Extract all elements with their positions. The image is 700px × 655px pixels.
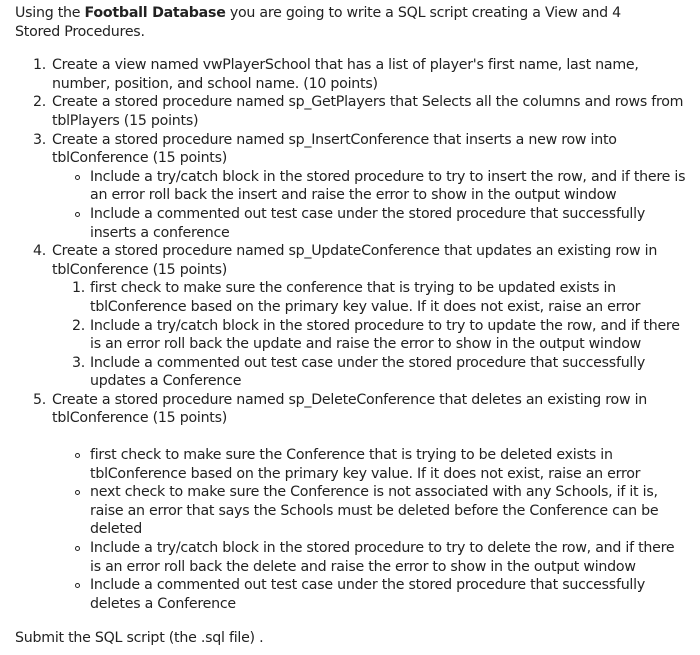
bullet-icon [75,175,80,180]
bullet-text: Include a try/catch block in the stored procedure to try to insert the row, and if there is an error roll back the insert and raise the error to show in the output window [90,168,686,204]
bullet-icon [75,546,80,551]
task-4-steps [52,279,688,391]
task-item-5 [33,391,688,614]
step-item [72,317,688,354]
task-number: 1. [33,57,47,74]
task-text: Create a stored procedure named sp_InsertConference that inserts a new row into tblConference (15 points) [52,131,617,167]
submit-instruction: Submit the SQL script (the .sql file) . [15,630,264,647]
bullet-item [90,483,688,539]
step-item [72,279,688,316]
task-text: Create a stored procedure named sp_UpdateConference that updates an existing row in tblConference (15 points) [52,243,658,278]
task-number: 3. [33,131,47,148]
step-item [72,354,688,391]
task-item-3 [33,131,688,243]
bullet-item [90,446,688,483]
spacer [52,428,688,446]
task-text: Create a view named vwPlayerSchool that has a list of player's first name, last name, number, position, and school name. (10 points) [52,57,639,92]
step-number: 2. [72,317,86,334]
bullet-text: first check to make sure the Conference that is trying to be deleted exists in tblConference based on the primary key value. If it does not exist, raise an error [90,447,641,482]
intro-prefix: Using the [15,5,85,21]
bullet-item [90,539,688,576]
task-5-bullets [52,446,688,613]
task-item-1 [33,56,688,93]
task-text: Create a stored procedure named sp_GetPlayers that Selects all the columns and rows from tblPlayers (15 points) [52,94,684,129]
bullet-item [90,576,688,613]
bullet-text: next check to make sure the Conference is not associated with any Schools, if it is, raise an error that says the Schools must be deleted before the Conference can be deleted [90,484,659,538]
step-text: first check to make sure the conference that is trying to be updated exists in tblConference based on the primary key value. If it does not exist, raise an error [90,280,641,315]
task-item-2 [33,93,688,130]
bullet-icon [75,453,80,458]
task-number: 5. [33,391,47,408]
bullet-item [90,168,688,205]
step-text: Include a try/catch block in the stored procedure to try to update the row, and if there is an error roll back the update and raise the error to show in the output window [90,317,680,353]
intro-suffix: you are going to write a SQL script creating a View and 4 Stored Procedures. [15,5,621,40]
step-number: 1. [72,280,86,297]
bullet-icon [75,490,80,495]
intro-bold-database: Football Database [84,5,226,21]
bullet-text: Include a commented out test case under the stored procedure that successfully deletes a Conference [90,577,645,612]
step-number: 3. [72,354,86,371]
step-text: Include a commented out test case under the stored procedure that successfully updates a Conference [90,354,645,390]
task-number: 4. [33,243,47,260]
task-number: 2. [33,94,47,111]
task-item-4 [33,242,688,391]
task-list [15,56,688,613]
bullet-item [90,205,688,242]
task-text: Create a stored procedure named sp_DeleteConference that deletes an existing row in tblConference (15 points) [52,391,648,427]
task-3-bullets [52,168,688,242]
bullet-icon [75,583,80,588]
bullet-icon [75,212,80,217]
bullet-text: Include a try/catch block in the stored procedure to try to delete the row, and if there is an error roll back the delete and raise the error to show in the output window [90,540,675,575]
bullet-text: Include a commented out test case under the stored procedure that successfully inserts a conference [90,205,645,241]
intro-paragraph [15,4,655,41]
